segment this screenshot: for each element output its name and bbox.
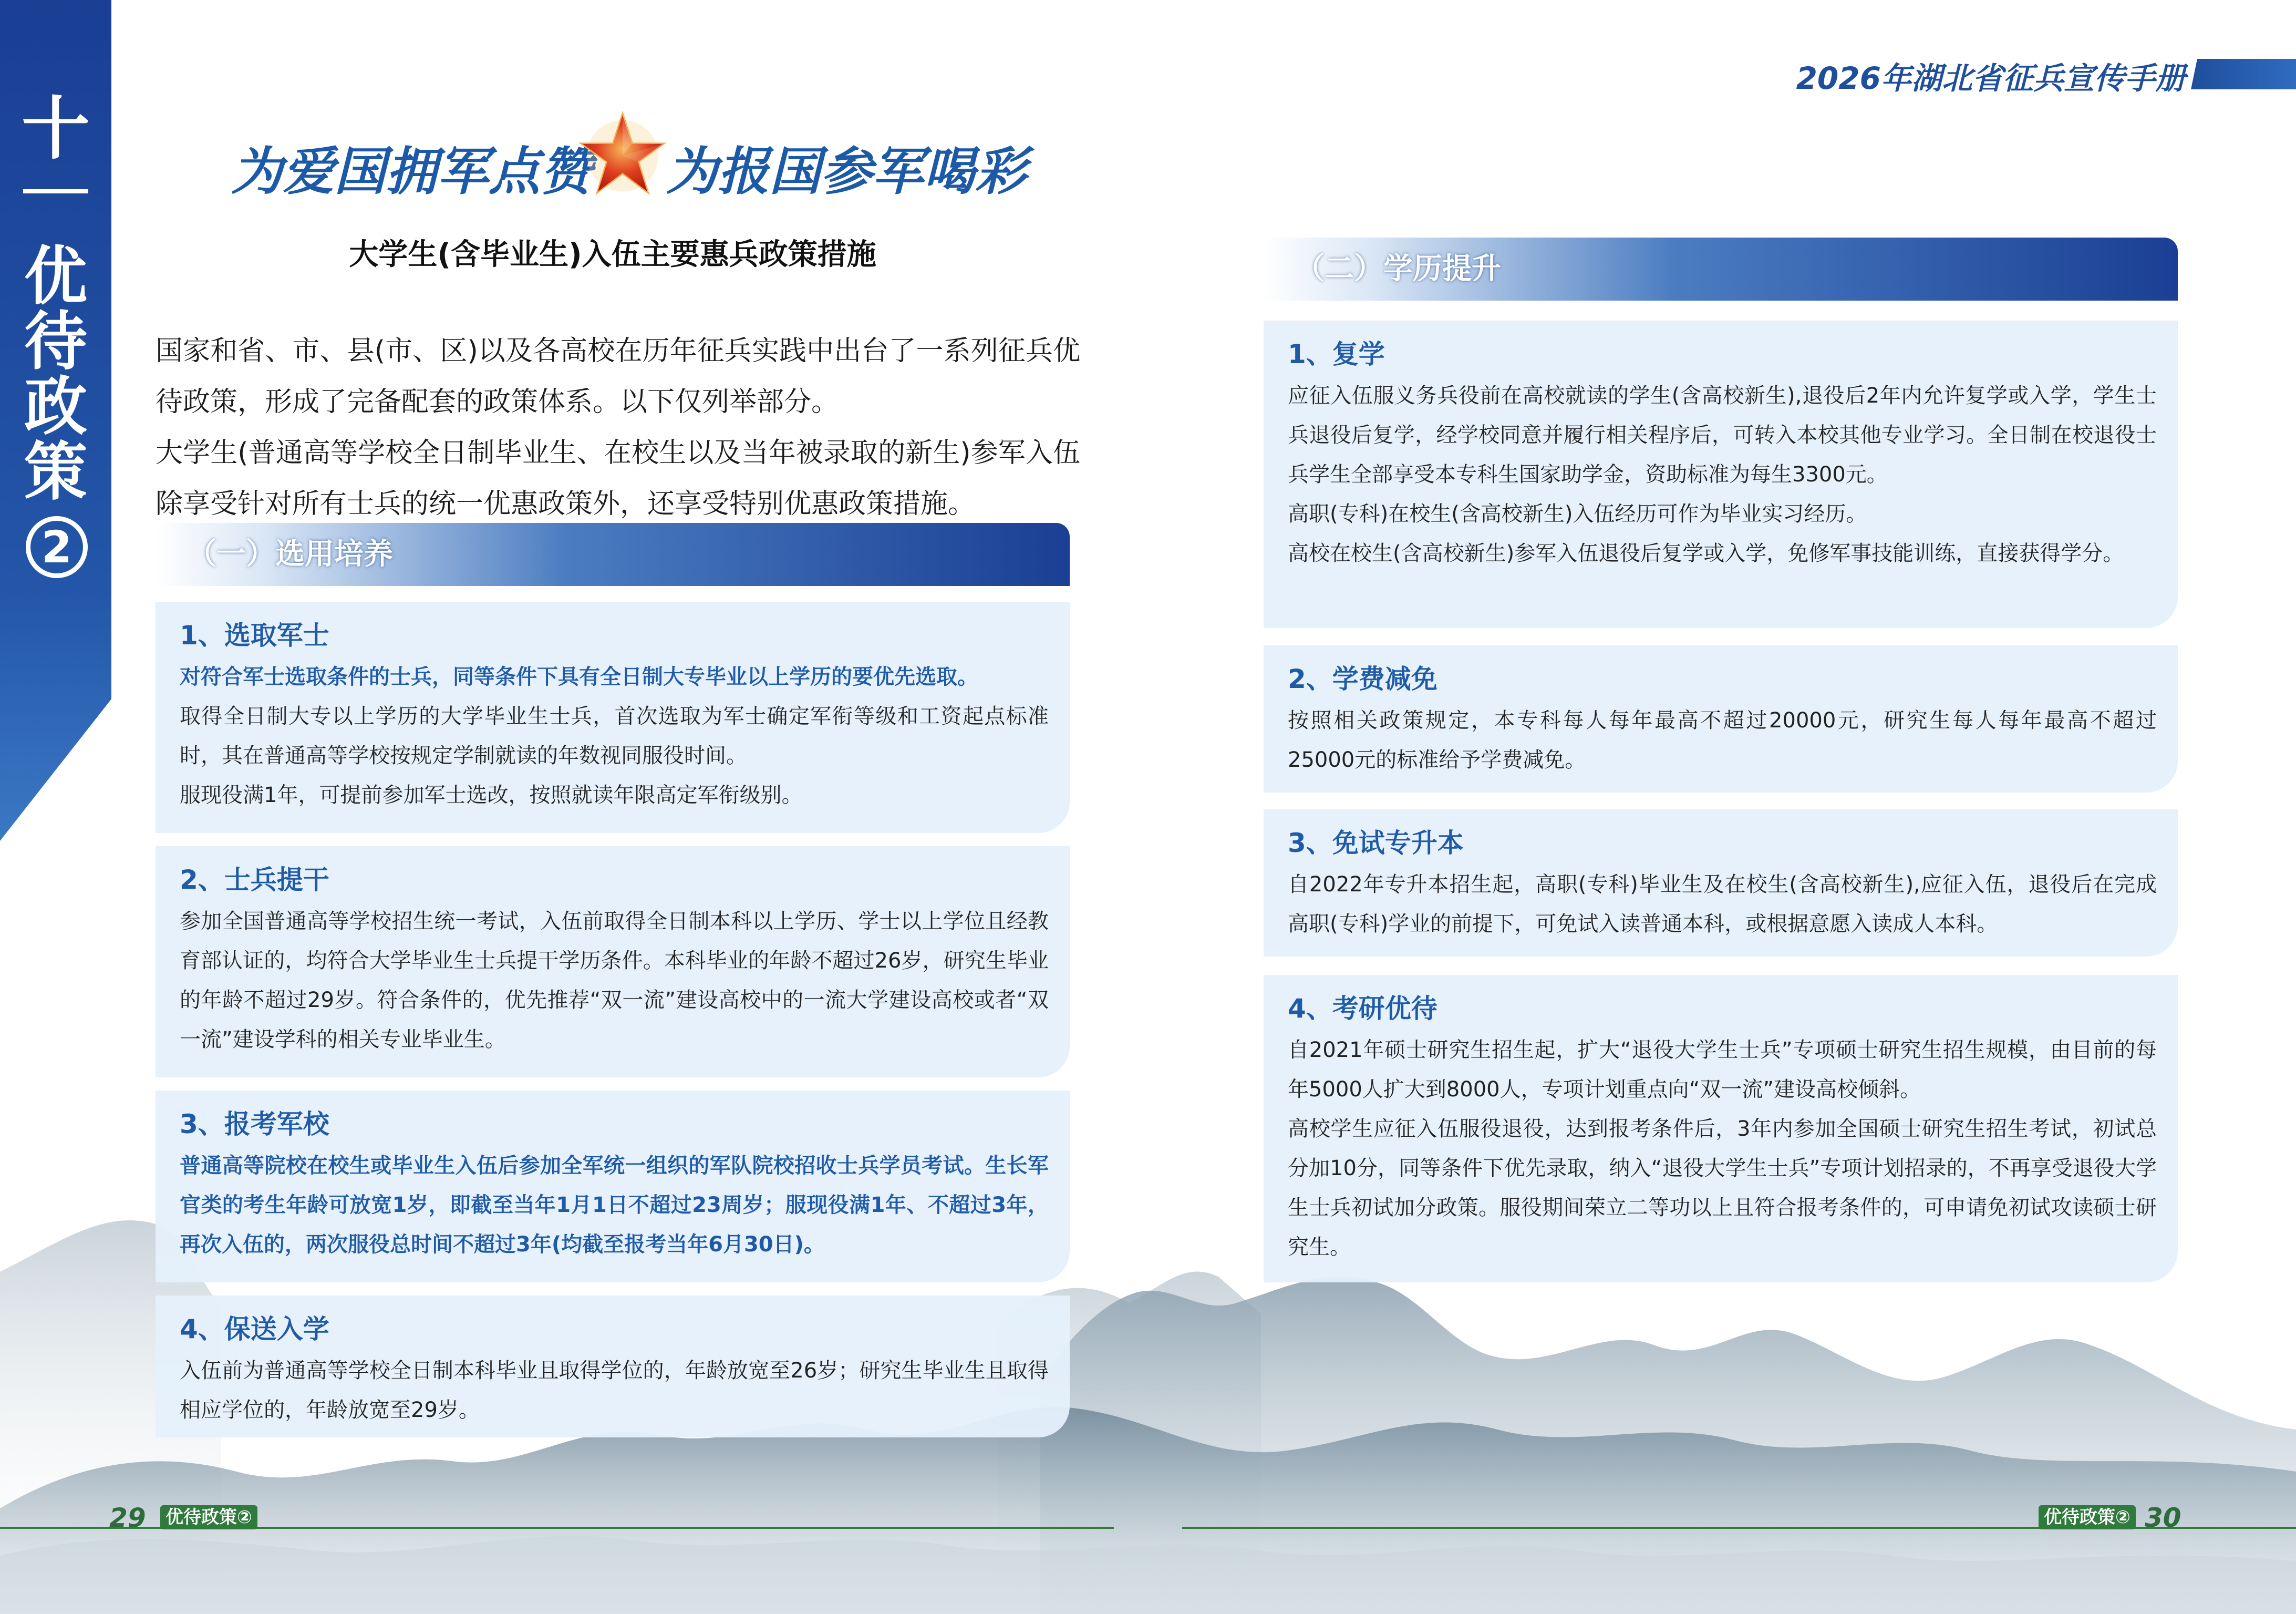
page-number-right: 30: [2145, 1503, 2181, 1533]
chapter-title: [0, 240, 111, 509]
footer-section-tag: 优待政策②: [160, 1505, 257, 1529]
card-title: 3、免试专升本: [1288, 828, 1464, 858]
footer-section-tag: 优待政策②: [2039, 1505, 2136, 1529]
policy-card-officer-promotion: [156, 846, 1070, 1077]
chapter-title-char: 策: [24, 436, 87, 509]
section-header-selection-training: [156, 523, 1070, 586]
card-highlight: 普通高等院校在校生或毕业生入伍后参加全军统一组织的军队院校招收士兵学员考试。生长军官类的考生年龄可放宽1岁，即截至当年1月1日不超过23周岁；服现役满1年、不超过3年，再次入伍的，两次服役总时间不超过3年(均截至报考当年6月30日)。: [180, 1154, 1049, 1257]
red-star-icon: [578, 109, 667, 199]
card-title: 2、学费减免: [1288, 664, 1437, 694]
policy-card-postgraduate-preference: [1264, 975, 2178, 1282]
card-text: 应征入伍服义务兵役前在高校就读的学生(含高校新生),退役后2年内允许复学或入学，学生士兵退役后复学，经学校同意并履行相关程序后，可转入本校其他专业学习。全日制在校退役士兵学生全部享受本专科生国家助学金，资助标准为每生3300元。: [1288, 384, 2157, 487]
card-text: 高职(专科)在校生(含高校新生)入伍经历可作为毕业实习经历。: [1288, 502, 1867, 526]
section-header-label: （二）学历提升: [1295, 252, 1501, 286]
chapter-title-char: 政: [24, 371, 87, 444]
intro-paragraph: 国家和省、市、县(市、区)以及各高校在历年征兵实践中出台了一系列征兵优待政策，形成了完备配套的政策体系。以下仅列举部分。: [156, 335, 1080, 418]
slogan-right: 为报国参军喝彩: [666, 142, 1027, 202]
policy-card-military-academy: [156, 1091, 1070, 1282]
policy-card-sergeant-selection: [156, 602, 1070, 833]
slogan: [231, 120, 1061, 202]
policy-title: 大学生(含毕业生)入伍主要惠兵政策措施: [349, 238, 876, 272]
header-accent-bar: [2191, 59, 2296, 89]
card-text: 入伍前为普通高等学校全日制本科毕业且取得学位的，年龄放宽至26岁；研究生毕业生且取得相应学位的，年龄放宽至29岁。: [180, 1359, 1049, 1422]
card-text: 按照相关政策规定，本专科每人每年最高不超过20000元，研究生每人每年最高不超过25000元的标准给予学费减免。: [1288, 708, 2157, 772]
section-header-education: [1264, 238, 2178, 301]
card-text: 服现役满1年，可提前参加军士选改，按照就读年限高定军衔级别。: [180, 783, 803, 807]
side-chapter-banner: [0, 0, 111, 841]
chapter-title-char: 待: [24, 305, 87, 378]
policy-card-resume-study: [1264, 321, 2178, 628]
chapter-divider: [23, 189, 88, 193]
chapter-part-circle: 2: [26, 516, 88, 578]
card-title: 1、复学: [1288, 339, 1385, 369]
intro-paragraph: 大学生(普通高等学校全日制毕业生、在校生以及当年被录取的新生)参军入伍除享受针对所有士兵的统一优惠政策外，还享受特别优惠政策措施。: [156, 437, 1080, 520]
chapter-title-char: 优: [24, 240, 87, 313]
policy-card-recommended-admission: [156, 1296, 1070, 1437]
chapter-number: 十: [21, 89, 90, 169]
handbook-title: 2026年湖北省征兵宣传手册: [1796, 60, 2186, 96]
card-highlight: 对符合军士选取条件的士兵，同等条件下具有全日制大专毕业以上学历的要优先选取。: [180, 665, 978, 689]
card-text: 高校在校生(含高校新生)参军入伍退役后复学或入学，免修军事技能训练，直接获得学分。: [1288, 541, 2124, 566]
section-header-label: （一）选用培养: [187, 537, 393, 571]
card-text: 高校学生应征入伍服役退役，达到报考条件后，3年内参加全国硕士研究生招生考试，初试总分加10分，同等条件下优先录取，纳入“退役大学生士兵”专项计划招录的，不再享受退役大学生士兵初试加分政策。服役期间荣立二等功以上且符合报考条件的，可申请免初试攻读硕士研究生。: [1288, 1117, 2157, 1259]
card-text: 自2021年硕士研究生招生起，扩大“退役大学生士兵”专项硕士研究生招生规模，由目前的每年5000人扩大到8000人，专项计划重点向“双一流”建设高校倾斜。: [1288, 1038, 2157, 1102]
page-number-left: 29: [109, 1503, 146, 1533]
policy-card-tuition-waiver: [1264, 645, 2178, 793]
card-text: 参加全国普通高等学校招生统一考试，入伍前取得全日制本科以上学历、学士以上学位且经教育部认证的，均符合大学毕业生士兵提干学历条件。本科毕业的年龄不超过26岁，研究生毕业的年龄不超过29岁。符合条件的，优先推荐“双一流”建设高校中的一流大学建设高校或者“双一流”建设学科的相关专业毕业生。: [180, 909, 1049, 1052]
slogan-left: 为爱国拥军点赞: [231, 142, 592, 202]
card-title: 4、保送入学: [180, 1314, 329, 1344]
policy-card-exam-free-upgrade: [1264, 809, 2178, 957]
card-title: 2、士兵提干: [180, 865, 329, 895]
card-title: 3、报考军校: [180, 1109, 329, 1139]
card-text: 自2022年专升本招生起，高职(专科)毕业生及在校生(含高校新生),应征入伍，退役后在完成高职(专科)学业的前提下，可免试入读普通本科，或根据意愿入读成人本科。: [1288, 872, 2157, 936]
card-title: 1、选取军士: [180, 620, 329, 651]
card-title: 4、考研优待: [1288, 993, 1437, 1024]
card-text: 取得全日制大专以上学历的大学毕业生士兵，首次选取为军士确定军衔等级和工资起点标准时，其在普通高等学校按规定学制就读的年数视同服役时间。: [180, 704, 1049, 768]
